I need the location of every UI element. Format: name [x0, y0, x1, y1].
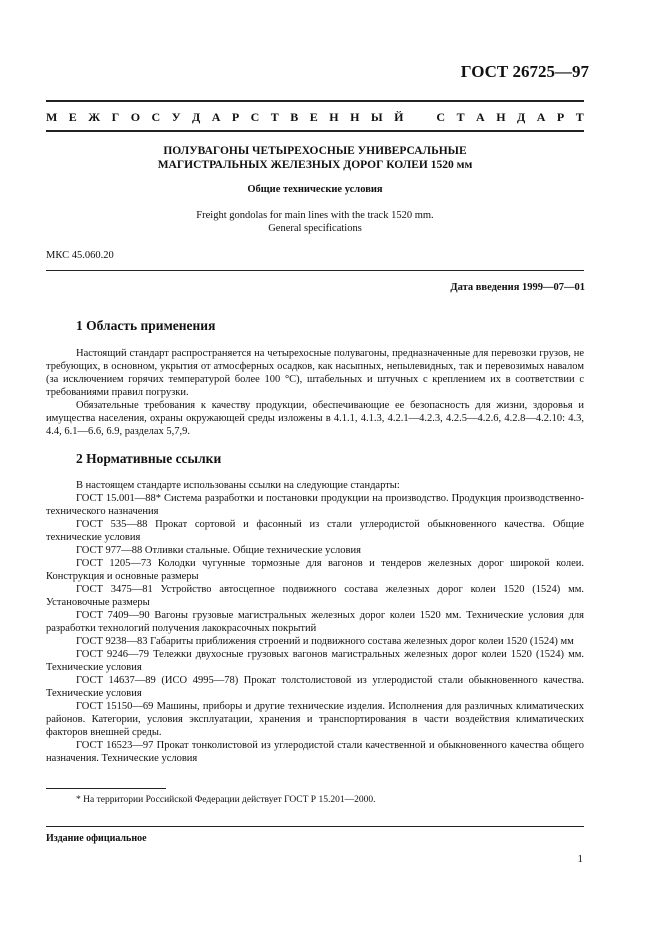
english-title-line-2: General specifications — [268, 223, 362, 234]
page-number: 1 — [577, 853, 583, 865]
banner-letter: У — [171, 110, 181, 124]
banner-letter: Н — [496, 110, 506, 124]
top-rule — [46, 100, 584, 102]
section-2-body — [46, 479, 584, 765]
english-title-line-1: Freight gondolas for main lines with the track 1520 mm. — [196, 210, 434, 221]
interstate-standard-banner — [46, 110, 584, 125]
banner-letter: М — [46, 110, 58, 124]
section2-paragraph: В настоящем стандарте использованы ссылки на следующие стандарты: — [76, 480, 400, 491]
banner-letter: Г — [111, 110, 120, 124]
banner-letter: В — [290, 110, 299, 124]
banner-letter — [415, 110, 425, 125]
banner-letter: Н — [350, 110, 360, 124]
document-number: ГОСТ 26725—97 — [460, 62, 589, 81]
section2-paragraph: ГОСТ 535—88 Прокат сортовой и фасонный из стали углеродистой обыкновенного качества. Общие технические условия — [46, 519, 584, 543]
section2-paragraph: ГОСТ 16523—97 Прокат тонколистовой из углеродистой стали качественной и обыкновенного качества общего назначения. Технические условия — [46, 740, 584, 764]
footer-rule — [46, 826, 584, 827]
section-2-heading: 2 Нормативные ссылки — [76, 451, 222, 466]
footnote-rule — [46, 788, 166, 789]
introduction-date: Дата введения 1999—07—01 — [450, 282, 585, 293]
section1-paragraph: Настоящий стандарт распространяется на четырехосные полувагоны, предназначенные для перевозки грузов, не требующих, в основном, укрытия от атмосферных осадков, как насыпных, непылевидных, так и перевозимых навалом (за исключением горячих температурой более 100 °C), штабельных и штучных с креплением их в соответствии с требованиями правил погрузки. — [46, 348, 584, 398]
banner-letter: Д — [517, 110, 526, 124]
footnote: * На территории Российской Федерации действует ГОСТ Р 15.201—2000. — [76, 795, 376, 805]
mks-code: МКС 45.060.20 — [46, 250, 114, 261]
banner-letter: Т — [575, 110, 584, 124]
banner-letter: Й — [394, 110, 404, 124]
section2-paragraph: ГОСТ 977—88 Отливки стальные. Общие технические условия — [76, 545, 361, 556]
document-title — [46, 144, 584, 172]
banner-letter: Р — [231, 110, 240, 124]
section-1-heading: 1 Область применения — [76, 318, 216, 333]
banner-letter: А — [476, 110, 485, 124]
banner-letter: Н — [329, 110, 339, 124]
title-line-2: МАГИСТРАЛЬНЫХ ЖЕЛЕЗНЫХ ДОРОГ КОЛЕИ 1520 мм — [157, 159, 473, 171]
section2-paragraph: ГОСТ 7409—90 Вагоны грузовые магистральных железных дорог колеи 1520 мм. Технические условия для разработки технологий получения лакокрасочных покрытий — [46, 610, 584, 634]
banner-letter: Т — [456, 110, 465, 124]
section1-paragraph: Обязательные требования к качеству продукции, обеспечивающие ее безопасность для жизни, здоровья и имущества населения, охраны окружающей среды изложены в 4.1.1, 4.1.3, 4.2.1—4.2.3, 4.2.5—4.2.6, 4.2.8—4.2.10: 4.3, 4.4, 6.1—6.6, 6.9, разделах 5,7,9. — [46, 400, 584, 437]
banner-letter: Ы — [370, 110, 383, 124]
section2-paragraph: ГОСТ 1205—73 Колодки чугунные тормозные для вагонов и тендеров железных дорог широкой колеи. Конструкция и основные размеры — [46, 558, 584, 582]
section-1-body — [46, 347, 584, 438]
banner-letter: Ж — [88, 110, 101, 124]
banner-letter: О — [130, 110, 141, 124]
banner-letter: С — [436, 110, 446, 124]
banner-letter: С — [250, 110, 260, 124]
banner-rule — [46, 130, 584, 132]
banner-letter: А — [536, 110, 546, 124]
section2-paragraph: ГОСТ 9246—79 Тележки двухосные грузовых вагонов магистральных железных дорог колеи 1520 (1524) мм. Технические условия — [46, 649, 584, 673]
section2-paragraph: ГОСТ 15.001—88* Система разработки и постановки продукции на производство. Продукция производственно-технического назначения — [46, 493, 584, 517]
banner-letter: Е — [309, 110, 318, 124]
banner-letter: Д — [191, 110, 201, 124]
banner-letter: Р — [556, 110, 565, 124]
banner-letter: Т — [270, 110, 279, 124]
document-subtitle: Общие технические условия — [247, 184, 383, 195]
banner-letter: С — [151, 110, 161, 124]
english-title — [46, 209, 584, 235]
mks-rule — [46, 270, 584, 271]
section2-paragraph: ГОСТ 15150—69 Машины, приборы и другие технические изделия. Исполнения для различных климатических районов. Категории, условия эксплуатации, хранения и транспортирования в части воздействия климатических факторов внешней среды. — [46, 701, 584, 738]
title-line-1: ПОЛУВАГОНЫ ЧЕТЫРЕХОСНЫЕ УНИВЕРСАЛЬНЫЕ — [163, 145, 467, 157]
section2-paragraph: ГОСТ 3475—81 Устройство автосцепное подвижного состава железных дорог колеи 1520 (1524) мм. Установочные размеры — [46, 584, 584, 608]
official-edition-label: Издание официальное — [46, 833, 147, 844]
banner-letter: Е — [68, 110, 77, 124]
section2-paragraph: ГОСТ 14637—89 (ИСО 4995—78) Прокат толстолистовой из углеродистой стали обыкновенного качества. Технические условия — [46, 675, 584, 699]
banner-letter: А — [211, 110, 221, 124]
section2-paragraph: ГОСТ 9238—83 Габариты приближения строений и подвижного состава железных дорог колеи 1520 (1524) мм — [76, 636, 574, 647]
